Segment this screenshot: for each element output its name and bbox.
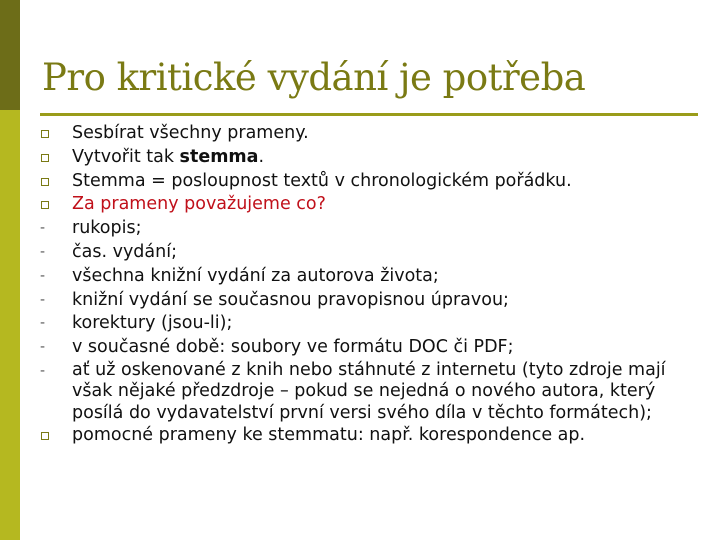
list-item xyxy=(40,424,680,448)
dash-bullet-icon: - xyxy=(40,243,46,260)
square-bullet-icon xyxy=(40,193,72,217)
list-item-text: všechna knižní vydání za autorova života; xyxy=(72,265,439,286)
list-item-text: rukopis; xyxy=(72,218,142,239)
list-item xyxy=(40,265,680,289)
dash-bullet-icon: - xyxy=(40,362,46,379)
question-text: Za prameny považujeme co? xyxy=(72,194,326,215)
list-item xyxy=(40,193,680,217)
dash-bullet-icon: - xyxy=(40,339,46,356)
list-item-text: Vytvořit tak stemma. xyxy=(72,146,265,167)
list-item-text: Stemma = posloupnost textů v chronologickém pořádku. xyxy=(72,170,572,191)
left-accent-bar-top xyxy=(0,0,20,110)
list-item-text: Sesbírat všechny prameny. xyxy=(72,123,309,143)
list-item-text: knižní vydání se současnou pravopisnou úpravou; xyxy=(72,289,509,310)
list-item-text: ať už oskenované z knih nebo stáhnuté z internetu (tyto zdroje mají však nějaké předzdroje – pokud se nejedná o nového autora, který posílá do vydavatelství první versi svého díla v těchto formátech); xyxy=(72,359,666,423)
dash-bullet-icon: - xyxy=(40,291,46,308)
list-item xyxy=(40,217,680,241)
list-item-text: korektury (jsou-li); xyxy=(72,313,233,334)
dash-bullet-icon: - xyxy=(40,315,46,332)
list-item xyxy=(40,146,680,170)
list-item xyxy=(40,312,680,336)
square-bullet-icon xyxy=(40,424,72,448)
bullet-list xyxy=(40,122,680,448)
list-item xyxy=(40,170,680,194)
stemma-term: stemma xyxy=(179,146,259,167)
list-item xyxy=(40,336,680,360)
dash-bullet-icon: - xyxy=(40,267,46,284)
list-item xyxy=(40,360,680,425)
list-item xyxy=(40,122,680,146)
list-item xyxy=(40,241,680,265)
list-item-text: čas. vydání; xyxy=(72,241,177,262)
square-bullet-icon xyxy=(40,122,72,146)
slide-title: Pro kritické vydání je potřeba xyxy=(42,56,586,99)
title-underline xyxy=(40,113,698,116)
list-item-text: v současné době: soubory ve formátu DOC či PDF; xyxy=(72,337,514,358)
list-item xyxy=(40,289,680,313)
square-bullet-icon xyxy=(40,146,72,170)
square-bullet-icon xyxy=(40,170,72,194)
list-item-text: pomocné prameny ke stemmatu: např. korespondence ap. xyxy=(72,425,586,446)
dash-bullet-icon: - xyxy=(40,220,46,237)
